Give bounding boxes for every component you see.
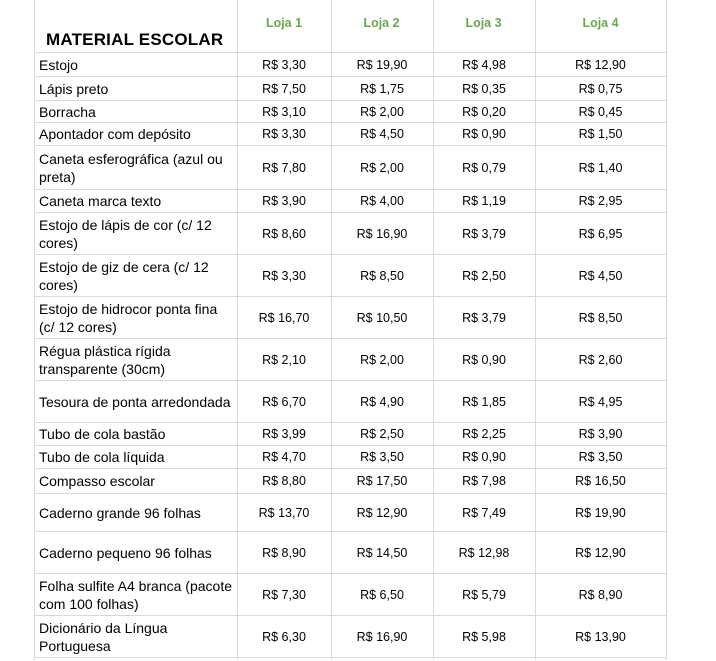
price-cell-loja-3[interactable]: R$ 0,90 bbox=[462, 450, 506, 464]
price-cell-loja-1[interactable]: R$ 7,50 bbox=[262, 81, 306, 96]
price-cell-loja-3[interactable]: R$ 2,25 bbox=[462, 427, 506, 441]
price-cell-loja-4[interactable]: R$ 8,50 bbox=[578, 310, 623, 325]
price-cell-loja-2[interactable]: R$ 4,50 bbox=[360, 127, 404, 141]
price-cell-loja-4[interactable]: R$ 2,60 bbox=[578, 352, 623, 367]
price-cell-loja-1[interactable]: R$ 4,70 bbox=[262, 450, 306, 464]
price-cell-loja-3[interactable]: R$ 2,50 bbox=[462, 268, 506, 283]
table-title: MATERIAL ESCOLAR bbox=[46, 30, 224, 49]
table-row bbox=[34, 146, 666, 189]
grid-row-line bbox=[34, 493, 666, 494]
grid-column-line bbox=[34, 0, 35, 660]
price-cell-loja-4[interactable]: R$ 1,40 bbox=[578, 160, 623, 175]
grid-row-line bbox=[34, 422, 666, 423]
item-name-cell[interactable]: Estojo bbox=[39, 56, 78, 73]
item-name-cell[interactable]: Compasso escolar bbox=[39, 473, 155, 489]
price-cell-loja-2[interactable]: R$ 14,50 bbox=[356, 545, 408, 560]
grid-row-line bbox=[34, 296, 666, 297]
column-header-loja-1: Loja 1 bbox=[265, 16, 303, 30]
price-cell-loja-3[interactable]: R$ 1,85 bbox=[462, 394, 506, 409]
price-cell-loja-1[interactable]: R$ 8,90 bbox=[262, 545, 306, 560]
grid-column-line bbox=[666, 0, 667, 660]
price-cell-loja-2[interactable]: R$ 16,90 bbox=[356, 629, 408, 644]
price-cell-loja-2[interactable]: R$ 1,75 bbox=[360, 81, 404, 96]
price-cell-loja-2[interactable]: R$ 6,50 bbox=[360, 587, 404, 602]
price-cell-loja-3[interactable]: R$ 5,98 bbox=[462, 629, 506, 644]
price-cell-loja-4[interactable]: R$ 19,90 bbox=[575, 505, 626, 520]
column-header-loja-2: Loja 2 bbox=[363, 16, 400, 30]
price-cell-loja-3[interactable]: R$ 7,49 bbox=[462, 505, 506, 520]
item-name-cell[interactable]: Caderno pequeno 96 folhas bbox=[39, 544, 212, 561]
table-row bbox=[34, 469, 666, 493]
price-cell-loja-4[interactable]: R$ 3,90 bbox=[578, 427, 623, 441]
grid-row-line bbox=[34, 445, 666, 446]
price-cell-loja-4[interactable]: R$ 0,75 bbox=[578, 81, 623, 96]
grid-column-line bbox=[237, 0, 238, 660]
table-row bbox=[34, 101, 666, 122]
grid-row-line bbox=[34, 380, 666, 381]
price-cell-loja-1[interactable]: R$ 6,70 bbox=[262, 394, 306, 409]
price-cell-loja-3[interactable]: R$ 0,35 bbox=[462, 81, 506, 96]
price-cell-loja-4[interactable]: R$ 1,50 bbox=[578, 127, 623, 141]
table-row bbox=[34, 255, 666, 296]
price-cell-loja-1[interactable]: R$ 13,70 bbox=[258, 505, 310, 520]
price-cell-loja-2[interactable]: R$ 16,90 bbox=[356, 226, 408, 241]
price-cell-loja-2[interactable]: R$ 4,90 bbox=[360, 394, 404, 409]
item-name-cell[interactable]: Apontador com depósito bbox=[39, 126, 191, 142]
price-cell-loja-1[interactable]: R$ 3,30 bbox=[262, 127, 306, 141]
price-cell-loja-3[interactable]: R$ 1,19 bbox=[462, 194, 506, 208]
table-row bbox=[34, 77, 666, 100]
grid-row-line bbox=[34, 254, 666, 255]
price-cell-loja-2[interactable]: R$ 10,50 bbox=[356, 310, 408, 325]
price-cell-loja-3[interactable]: R$ 5,79 bbox=[462, 587, 506, 602]
item-name-cell[interactable]: Lápis preto bbox=[39, 80, 109, 97]
price-cell-loja-1[interactable]: R$ 3,30 bbox=[262, 57, 306, 72]
grid-column-line bbox=[433, 0, 434, 660]
price-cell-loja-2[interactable]: R$ 17,50 bbox=[356, 474, 408, 488]
grid-row-line bbox=[34, 145, 666, 146]
price-cell-loja-1[interactable]: R$ 6,30 bbox=[262, 629, 306, 644]
price-cell-loja-4[interactable]: R$ 2,95 bbox=[578, 194, 623, 208]
price-cell-loja-2[interactable]: R$ 2,00 bbox=[360, 160, 404, 175]
grid-row-line bbox=[34, 212, 666, 213]
price-cell-loja-1[interactable]: R$ 3,90 bbox=[262, 194, 306, 208]
table-row bbox=[34, 190, 666, 212]
table-row bbox=[34, 53, 666, 76]
price-cell-loja-4[interactable]: R$ 16,50 bbox=[575, 474, 626, 488]
grid-row-line bbox=[34, 657, 666, 658]
price-cell-loja-1[interactable]: R$ 7,80 bbox=[262, 160, 306, 175]
price-cell-loja-2[interactable]: R$ 4,00 bbox=[360, 194, 404, 208]
table-row bbox=[34, 123, 666, 145]
grid-row-line bbox=[34, 338, 666, 339]
grid-row-line bbox=[34, 531, 666, 532]
price-cell-loja-1[interactable]: R$ 2,10 bbox=[262, 352, 306, 367]
price-cell-loja-2[interactable]: R$ 2,00 bbox=[360, 352, 404, 367]
price-cell-loja-3[interactable]: R$ 0,90 bbox=[462, 352, 506, 367]
item-name-cell[interactable]: Estojo de giz de cera (c/ 12 cores) bbox=[39, 258, 209, 293]
price-cell-loja-4[interactable]: R$ 13,90 bbox=[575, 629, 626, 644]
price-cell-loja-2[interactable]: R$ 8,50 bbox=[360, 268, 404, 283]
item-name-cell[interactable]: Borracha bbox=[39, 103, 96, 120]
table-row bbox=[34, 423, 666, 445]
price-cell-loja-3[interactable]: R$ 0,79 bbox=[462, 160, 506, 175]
table-row bbox=[34, 616, 666, 657]
grid-row-line bbox=[34, 52, 666, 53]
price-cell-loja-4[interactable]: R$ 6,95 bbox=[578, 226, 623, 241]
price-cell-loja-1[interactable]: R$ 3,99 bbox=[262, 427, 306, 441]
table-row bbox=[34, 574, 666, 615]
grid-column-line bbox=[331, 0, 332, 660]
price-cell-loja-3[interactable]: R$ 3,79 bbox=[462, 226, 506, 241]
item-name-cell[interactable]: Dicionário da Língua Portuguesa bbox=[39, 619, 168, 654]
price-cell-loja-1[interactable]: R$ 8,60 bbox=[262, 226, 306, 241]
price-cell-loja-4[interactable]: R$ 4,50 bbox=[578, 268, 623, 283]
price-cell-loja-1[interactable]: R$ 7,30 bbox=[262, 587, 306, 602]
item-name-cell[interactable]: Tubo de cola bastão bbox=[39, 426, 166, 442]
item-name-cell[interactable]: Folha sulfite A4 branca (pacote com 100 folhas) bbox=[39, 577, 233, 612]
price-cell-loja-3[interactable]: R$ 0,20 bbox=[462, 104, 506, 119]
table-row bbox=[34, 213, 666, 254]
column-header-loja-3: Loja 3 bbox=[465, 16, 502, 30]
grid-row-line bbox=[34, 615, 666, 616]
price-cell-loja-4[interactable]: R$ 12,90 bbox=[575, 57, 626, 72]
price-cell-loja-4[interactable]: R$ 12,90 bbox=[575, 545, 626, 560]
item-name-cell[interactable]: Caneta marca texto bbox=[39, 193, 162, 209]
grid-column-line bbox=[535, 0, 536, 660]
item-name-cell[interactable]: Estojo de hidrocor ponta fina (c/ 12 cores) bbox=[39, 300, 218, 335]
item-name-cell[interactable]: Tubo de cola líquida bbox=[39, 449, 165, 465]
item-name-cell[interactable]: Caderno grande 96 folhas bbox=[39, 504, 201, 521]
item-name-cell[interactable]: Caneta esferográfica (azul ou preta) bbox=[39, 150, 223, 185]
price-cell-loja-1[interactable]: R$ 16,70 bbox=[258, 310, 310, 325]
grid-row-line bbox=[34, 189, 666, 190]
price-cell-loja-2[interactable]: R$ 19,90 bbox=[356, 57, 408, 72]
price-cell-loja-2[interactable]: R$ 12,90 bbox=[356, 505, 408, 520]
grid-row-line bbox=[34, 122, 666, 123]
price-cell-loja-3[interactable]: R$ 4,98 bbox=[462, 57, 506, 72]
item-name-cell[interactable]: Tesoura de ponta arredondada bbox=[39, 393, 231, 410]
price-cell-loja-4[interactable]: R$ 3,50 bbox=[578, 450, 623, 464]
price-cell-loja-3[interactable]: R$ 7,98 bbox=[462, 474, 506, 488]
price-cell-loja-3[interactable]: R$ 12,98 bbox=[458, 545, 510, 560]
column-header-loja-4: Loja 4 bbox=[582, 16, 619, 30]
table-row bbox=[34, 494, 666, 531]
price-cell-loja-2[interactable]: R$ 2,50 bbox=[360, 427, 404, 441]
price-cell-loja-2[interactable]: R$ 2,00 bbox=[360, 104, 404, 119]
price-cell-loja-1[interactable]: R$ 3,30 bbox=[262, 268, 306, 283]
grid-row-line bbox=[34, 76, 666, 77]
price-cell-loja-3[interactable]: R$ 3,79 bbox=[462, 310, 506, 325]
table-row bbox=[34, 446, 666, 468]
item-name-cell[interactable]: Estojo de lápis de cor (c/ 12 cores) bbox=[39, 216, 212, 251]
table-row bbox=[34, 532, 666, 573]
price-cell-loja-4[interactable]: R$ 8,90 bbox=[578, 587, 623, 602]
price-cell-loja-3[interactable]: R$ 0,90 bbox=[462, 127, 506, 141]
item-name-cell[interactable]: Régua plástica rígida transparente (30cm) bbox=[39, 342, 171, 377]
price-cell-loja-1[interactable]: R$ 3,10 bbox=[262, 104, 306, 119]
price-cell-loja-4[interactable]: R$ 0,45 bbox=[578, 104, 623, 119]
table-row bbox=[34, 339, 666, 380]
grid-row-line bbox=[34, 100, 666, 101]
grid-row-line bbox=[34, 468, 666, 469]
price-cell-loja-2[interactable]: R$ 3,50 bbox=[360, 450, 404, 464]
price-cell-loja-4[interactable]: R$ 4,95 bbox=[578, 394, 623, 409]
price-cell-loja-1[interactable]: R$ 8,80 bbox=[262, 474, 306, 488]
grid-row-line bbox=[34, 573, 666, 574]
table-row bbox=[34, 297, 666, 338]
table-row bbox=[34, 381, 666, 422]
